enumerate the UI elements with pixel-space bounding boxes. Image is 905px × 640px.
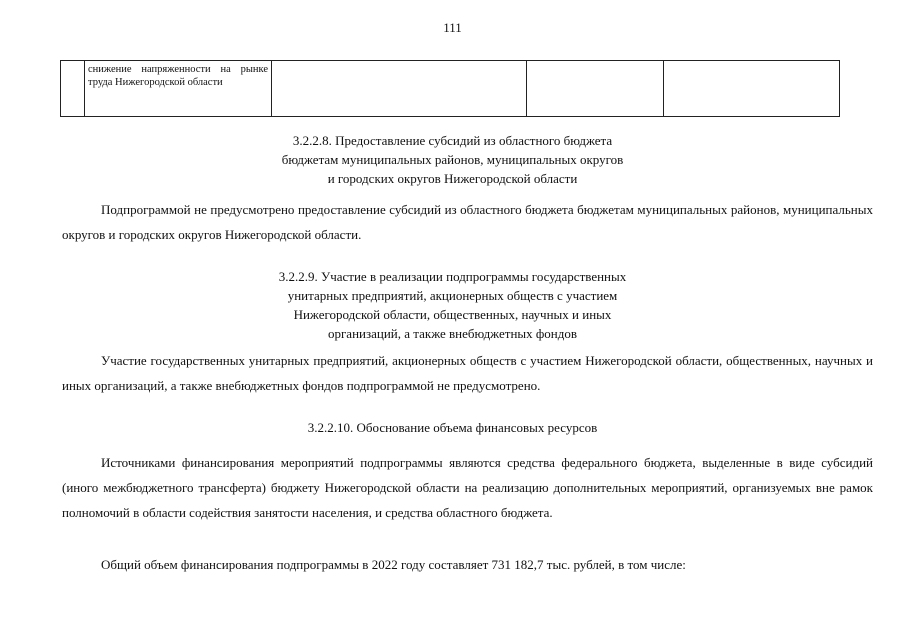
table-cell <box>85 61 272 117</box>
paragraph-total-funding <box>62 552 873 577</box>
heading-line: организаций, а также внебюджетных фондов <box>327 326 578 341</box>
section-heading-3-2-2-10 <box>0 418 905 437</box>
paragraph-text: Общий объем финансирования подпрограммы в 2022 году составляет 731 182,7 тыс. рублей, в том числе: <box>101 557 686 572</box>
heading-line: 3.2.2.10. Обоснование объема финансовых ресурсов <box>307 420 598 435</box>
section-heading-3-2-2-9 <box>0 267 905 343</box>
heading-line: 3.2.2.8. Предоставление субсидий из областного бюджета <box>292 133 613 148</box>
heading-line: 3.2.2.9. Участие в реализации подпрограммы государственных <box>278 269 627 284</box>
table-cell <box>664 61 840 117</box>
section-heading-3-2-2-8 <box>0 131 905 188</box>
page-number: 111 <box>443 20 462 35</box>
paragraph-subsidies <box>62 197 873 247</box>
heading-line: унитарных предприятий, акционерных обществ с участием <box>287 288 618 303</box>
paragraph-funding-sources <box>62 450 873 525</box>
paragraph-text: Источниками финансирования мероприятий подпрограммы являются средства федерального бюджета, выделенные в виде субсидий (иного межбюджетного трансферта) бюджету Нижегородской области на реализацию дополнительных мероприятий, организуемых вне рамок полномочий в области содействия занятости населения, и средства областного бюджета. <box>62 455 873 520</box>
table-cell <box>61 61 85 117</box>
table-row <box>61 61 840 117</box>
heading-line: бюджетам муниципальных районов, муниципальных округов <box>281 152 624 167</box>
table-cell <box>272 61 527 117</box>
paragraph-participation <box>62 348 873 398</box>
table-cell-text: снижение напряженности на рынке труда Нижегородской области <box>88 64 268 88</box>
continuation-table <box>60 60 840 117</box>
table-cell <box>527 61 664 117</box>
paragraph-text: Подпрограммой не предусмотрено предоставление субсидий из областного бюджета бюджетам муниципальных районов, муниципальных округов и городских округов Нижегородской области. <box>62 202 873 242</box>
paragraph-text: Участие государственных унитарных предприятий, акционерных обществ с участием Нижегородской области, общественных, научных и иных организаций, а также внебюджетных фондов подпрограммой не предусмотрено. <box>62 353 873 393</box>
heading-line: и городских округов Нижегородской области <box>327 171 578 186</box>
heading-line: Нижегородской области, общественных, научных и иных <box>293 307 612 322</box>
